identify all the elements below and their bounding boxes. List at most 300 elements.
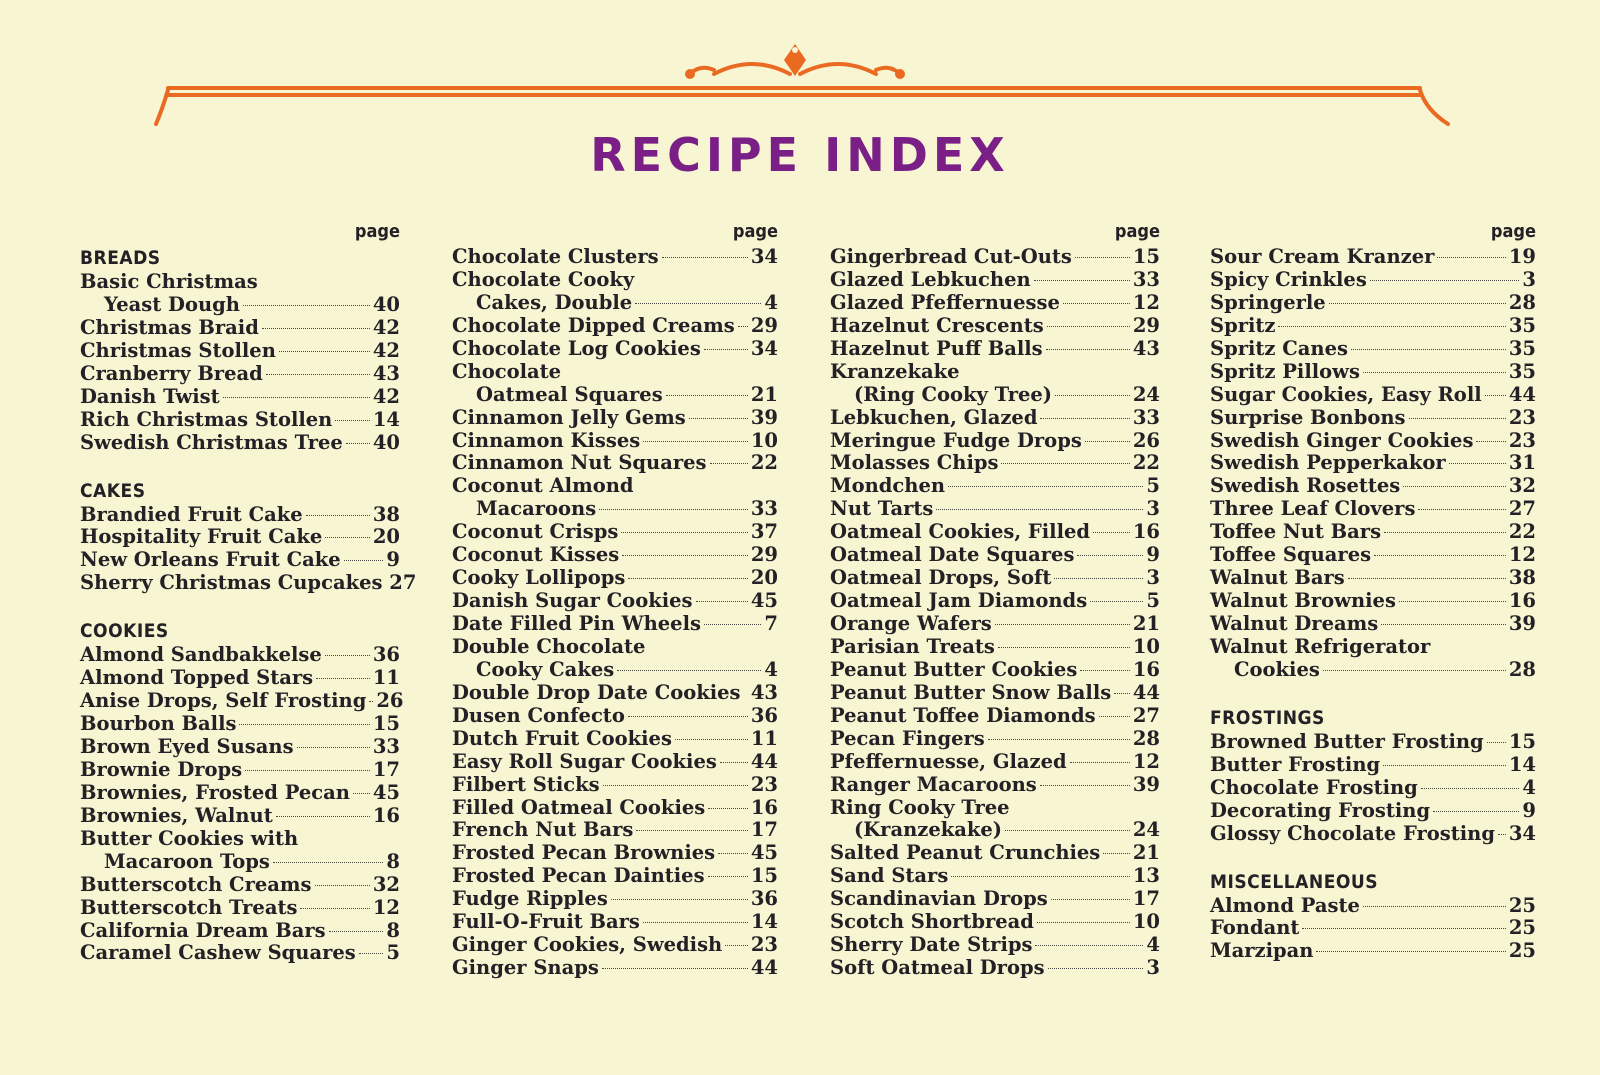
dot-leader [325,537,370,538]
index-entry [80,644,400,667]
dot-leader [1090,601,1143,602]
entry-name: Dusen Confecto [452,703,625,727]
dot-leader [1085,441,1130,442]
entry-page-number: 44 [750,749,778,773]
entry-name: Marzipan [1210,939,1314,963]
index-entry [830,361,1160,384]
index-entry [452,521,778,544]
entry-page-number: 24 [1132,818,1160,842]
index-entry [830,613,1160,636]
dot-leader [1070,762,1130,763]
index-section [80,479,417,596]
index-entry [452,888,778,911]
entry-page-number: 45 [750,841,778,865]
index-entry [80,828,400,851]
entry-page-number: 5 [1146,589,1160,613]
index-entry [1210,613,1536,636]
entry-name: Walnut Dreams [1210,612,1379,635]
entry-name: Double Chocolate [452,634,646,658]
index-section [80,619,404,965]
index-entry [80,340,400,363]
index-section [452,246,778,980]
dot-leader [635,303,761,304]
index-entry [830,705,1160,728]
index-entry [1210,777,1536,800]
dot-leader [988,739,1130,740]
entry-page-number: 15 [750,864,778,888]
dot-leader [704,624,761,625]
index-entry [452,842,778,865]
index-entry [452,544,778,567]
index-entry [80,942,400,965]
entry-page-number: 10 [1132,910,1160,934]
entry-name: Butter Cookies with [80,826,299,850]
index-entry [452,751,778,774]
dot-leader [245,770,370,771]
index-entry [452,613,778,636]
dot-leader [948,486,1143,487]
index-entry [830,315,1160,338]
index-entry [80,549,400,572]
entry-name: Danish Sugar Cookies [452,589,693,613]
index-entry [1210,567,1536,590]
entry-name: Macaroons [476,497,597,521]
entry-page-number: 10 [750,428,778,452]
index-entry [80,386,400,409]
entry-name: Almond Sandbakkelse [80,643,322,667]
entry-name: Oatmeal Squares [476,382,663,406]
entry-name: (Ring Cooky Tree) [854,382,1053,406]
entry-page-number: 39 [750,405,778,429]
entry-page-number: 11 [750,726,778,750]
entry-name: Swedish Ginger Cookies [1210,428,1474,452]
index-section [80,246,400,455]
entry-name: Date Filled Pin Wheels [452,612,701,635]
index-entry [830,751,1160,774]
dot-leader [1051,899,1130,900]
index-entry [452,911,778,934]
entry-name: Sugar Cookies, Easy Roll [1210,382,1482,406]
dot-leader [628,716,748,717]
entry-page-number: 3 [1146,497,1160,521]
index-entry [80,874,400,897]
entry-name: Dutch Fruit Cookies [452,726,672,750]
entry-name: Almond Topped Stars [80,666,314,690]
page-column-header: page [732,221,778,242]
entry-name: Ginger Cookies, Swedish [452,933,723,957]
entry-name: Swedish Rosettes [1210,474,1401,498]
dot-leader [300,908,369,909]
dot-leader [617,670,761,671]
section-heading: CAKES [80,479,146,502]
index-entry [80,432,400,455]
index-entry [452,567,778,590]
entry-page-number: 35 [1508,359,1536,383]
entry-page-number: 35 [1508,313,1536,337]
entry-name: Salted Peanut Crunchies [830,841,1101,865]
index-entry [1210,731,1536,754]
entry-page-number: 4 [764,657,778,681]
entry-name: Cookies [1234,657,1320,681]
entry-page-number: 16 [1508,589,1536,613]
entry-page-number: 15 [372,712,400,736]
index-entry [1210,544,1536,567]
index-entry [80,294,400,317]
entry-page-number: 21 [750,382,778,406]
index-entry [452,452,778,475]
entry-name: Scotch Shortbread [830,910,1034,934]
entry-name: Browned Butter Frosting [1210,729,1484,753]
entry-name: Cranberry Bread [80,361,263,385]
index-section [1210,706,1536,846]
entry-page-number: 33 [750,497,778,521]
index-entry [80,667,400,690]
entry-page-number: 33 [372,735,400,758]
entry-name: Sand Stars [830,864,949,888]
index-entry [830,842,1160,865]
index-entry [830,911,1160,934]
entry-name: Bourbon Balls [80,712,237,736]
dot-leader [1005,830,1130,831]
entry-name: Coconut Kisses [452,543,620,567]
dot-leader [1323,670,1506,671]
index-entry [1210,384,1536,407]
dot-leader [1381,624,1506,625]
dot-leader [1047,326,1130,327]
entry-name: Cooky Lollipops [452,566,626,590]
entry-name: Basic Christmas [80,270,258,293]
entry-page-number: 12 [372,895,400,919]
index-column [452,218,778,1004]
entry-page-number: 44 [750,956,778,980]
entry-name: Chocolate Clusters [452,245,659,268]
index-entry [830,659,1160,682]
dot-leader [1487,742,1506,743]
entry-name: Lebkuchen, Glazed [830,405,1038,429]
page-column-header: page [354,221,400,242]
dot-leader [1093,532,1130,533]
entry-page-number: 10 [1132,634,1160,658]
entry-page-number: 36 [750,887,778,911]
entry-page-number: 44 [1132,680,1160,704]
entry-name: Chocolate [452,359,562,383]
entry-page-number: 36 [372,643,400,667]
index-entry [830,934,1160,957]
entry-page-number: 16 [372,803,400,827]
index-entry [1210,338,1536,361]
dot-leader [1351,349,1506,350]
index-entry [80,571,417,595]
dot-leader [1418,509,1505,510]
index-entry [1210,452,1536,475]
index-entry [452,361,778,384]
dot-leader [223,397,370,398]
dot-leader [306,515,370,516]
entry-name: Pecan Fingers [830,726,985,750]
entry-name: Chocolate Dipped Creams [452,313,735,337]
entry-page-number: 15 [1132,245,1160,268]
index-entry [452,934,778,957]
dot-leader [725,945,748,946]
index-entry [80,713,400,736]
entry-name: Glossy Chocolate Frosting [1210,821,1495,845]
entry-page-number: 16 [750,795,778,819]
index-column [1210,218,1536,987]
entry-page-number: 43 [372,361,400,385]
entry-name: Glazed Pfeffernuesse [830,290,1060,314]
entry-page-number: 12 [1132,290,1160,314]
dot-leader [346,443,370,444]
entry-name: Toffee Squares [1210,543,1372,567]
entry-page-number: 9 [386,548,400,572]
dot-leader [710,463,748,464]
index-entry [80,689,404,713]
dot-leader [1063,303,1130,304]
index-section [1210,246,1536,682]
entry-name: Swedish Christmas Tree [80,430,343,454]
index-entry [830,269,1160,292]
index-entry [1210,315,1536,338]
index-entry [80,851,400,874]
entry-page-number: 19 [1508,245,1536,268]
entry-name: Sour Cream Kranzer [1210,245,1435,268]
entry-name: Kranzekake [830,359,960,383]
index-entry [1210,800,1536,823]
dot-leader [329,931,384,932]
index-entry [452,797,778,820]
index-entry [1210,361,1536,384]
entry-name: Oatmeal Date Squares [830,543,1075,567]
entry-page-number: 31 [1508,451,1536,475]
index-entry [80,363,400,386]
entry-page-number: 8 [386,918,400,942]
entry-page-number: 25 [1508,916,1536,940]
entry-page-number: 35 [1508,336,1536,360]
dot-leader [666,395,748,396]
index-column [830,218,1160,1004]
entry-page-number: 12 [1132,749,1160,773]
entry-page-number: 14 [750,910,778,934]
dot-leader [1302,928,1505,929]
index-entry [452,269,778,292]
dot-leader [335,420,370,421]
dot-leader [738,326,748,327]
dot-leader [720,762,748,763]
entry-page-number: 22 [750,451,778,475]
index-entry [452,384,778,407]
entry-name: Christmas Braid [80,315,259,339]
dot-leader [1037,922,1130,923]
entry-name: Rich Christmas Stollen [80,407,333,431]
dot-leader [1055,395,1130,396]
entry-name: Butterscotch Creams [80,872,312,896]
index-entry [1210,823,1536,846]
entry-page-number: 11 [372,666,400,690]
entry-name: Sherry Date Strips [830,933,1033,957]
entry-name: Springerle [1210,290,1326,314]
index-entry [1210,407,1536,430]
dot-leader [316,678,370,679]
entry-name: Walnut Brownies [1210,589,1396,613]
index-entry [830,430,1160,453]
entry-name: Anise Drops, Self Frosting [80,689,367,713]
entry-page-number: 29 [750,543,778,567]
dot-leader [643,922,748,923]
dot-leader [1001,463,1129,464]
entry-page-number: 21 [1132,612,1160,635]
entry-name: Danish Twist [80,384,220,408]
dot-leader [1384,532,1506,533]
dot-leader [369,701,373,702]
entry-name: Coconut Almond [452,474,634,498]
index-entry [80,409,400,432]
entry-name: Cinnamon Kisses [452,428,641,452]
dot-leader [1374,555,1506,556]
dot-leader [936,509,1143,510]
entry-name: Macaroon Tops [104,849,270,873]
entry-page-number: 34 [750,245,778,268]
dot-leader [708,876,748,877]
entry-page-number: 34 [750,336,778,360]
page-column-header: page [1490,221,1536,242]
index-entry [1210,917,1536,940]
index-entry [830,567,1160,590]
entry-page-number: 45 [372,780,400,804]
entry-name: Spicy Crinkles [1210,267,1367,291]
entry-name: Cooky Cakes [476,657,615,681]
entry-page-number: 29 [1132,313,1160,337]
entry-page-number: 17 [1132,887,1160,911]
entry-page-number: 7 [764,612,778,635]
entry-page-number: 12 [1508,543,1536,567]
index-entry [80,526,400,549]
dot-leader [1103,853,1130,854]
entry-name: Ranger Macaroons [830,772,1037,796]
dot-leader [995,624,1130,625]
entry-page-number: 25 [1508,939,1536,963]
dot-leader [1437,257,1505,258]
index-entry [830,338,1160,361]
dot-leader [1077,555,1143,556]
entry-name: Oatmeal Drops, Soft [830,566,1052,590]
dot-leader [1485,395,1506,396]
entry-page-number: 23 [1508,428,1536,452]
entry-page-number: 21 [1132,841,1160,865]
entry-name: Ginger Snaps [452,956,599,980]
entry-name: Fudge Ripples [452,887,608,911]
index-entry [1210,590,1536,613]
entry-page-number: 24 [1132,382,1160,406]
index-entry [1210,895,1536,918]
entry-name: Brandied Fruit Cake [80,502,303,526]
index-entry [1210,754,1536,777]
dot-leader [1399,601,1506,602]
entry-name: Ring Cooky Tree [830,795,1010,819]
index-entry [830,774,1160,797]
entry-page-number: 3 [1146,956,1160,980]
index-entry [1210,498,1536,521]
dot-leader [708,808,748,809]
entry-page-number: 27 [389,571,417,595]
index-entry [1210,636,1536,659]
dot-leader [1329,303,1506,304]
entry-name: Surprise Bonbons [1210,405,1406,429]
dot-leader [1421,788,1520,789]
dot-leader [704,349,748,350]
dot-leader [628,578,748,579]
entry-name: Three Leaf Clovers [1210,497,1416,521]
entry-name: Christmas Stollen [80,338,276,362]
index-entry [830,521,1160,544]
index-entry [830,957,1160,980]
dot-leader [359,953,384,954]
entry-name: Caramel Cashew Squares [80,941,356,965]
index-entry [452,498,778,521]
dot-leader [689,418,748,419]
entry-name: Scandinavian Drops [830,887,1048,911]
entry-page-number: 40 [372,292,400,316]
dot-leader [622,555,748,556]
index-entry [830,544,1160,567]
entry-name: Frosted Pecan Dainties [452,864,705,888]
dot-leader [1363,372,1506,373]
index-entry [80,504,400,527]
index-entry [452,705,778,728]
entry-name: Coconut Crisps [452,520,619,544]
entry-page-number: 42 [372,315,400,339]
entry-page-number: 14 [372,407,400,431]
entry-page-number: 25 [1508,893,1536,917]
entry-name: Walnut Bars [1210,566,1345,590]
index-entry [452,430,778,453]
dot-leader [696,601,748,602]
dot-leader [662,257,748,258]
index-entry [80,759,400,782]
entry-page-number: 4 [1146,933,1160,957]
index-entry [830,292,1160,315]
entry-name: Toffee Nut Bars [1210,520,1382,544]
dot-leader [1363,906,1506,907]
entry-page-number: 9 [1522,798,1536,822]
entry-name: Pfeffernuesse, Glazed [830,749,1067,773]
entry-name: Frosted Pecan Brownies [452,841,716,865]
entry-page-number: 34 [1508,821,1536,845]
index-entry [452,774,778,797]
entry-page-number: 40 [372,430,400,454]
dot-leader [1034,280,1130,281]
index-entry [80,782,400,805]
index-entry [80,736,400,759]
index-entry [452,659,778,682]
dot-leader [611,899,748,900]
section-heading: FROSTINGS [1210,706,1325,729]
entry-page-number: 4 [764,290,778,314]
dot-leader [951,876,1130,877]
entry-name: Hospitality Fruit Cake [80,525,323,549]
section-heading: MISCELLANEOUS [1210,870,1379,893]
dot-leader [266,374,370,375]
entry-name: Peanut Butter Snow Balls [830,680,1112,704]
dot-leader [1054,578,1143,579]
entry-name: Parisian Treats [830,634,995,658]
entry-page-number: 26 [1132,428,1160,452]
entry-name: Oatmeal Jam Diamonds [830,589,1088,613]
dot-leader [344,560,384,561]
entry-name: Nut Tarts [830,497,934,521]
entry-name: Hazelnut Puff Balls [830,336,1043,360]
entry-page-number: 16 [1132,520,1160,544]
dot-leader [718,853,748,854]
